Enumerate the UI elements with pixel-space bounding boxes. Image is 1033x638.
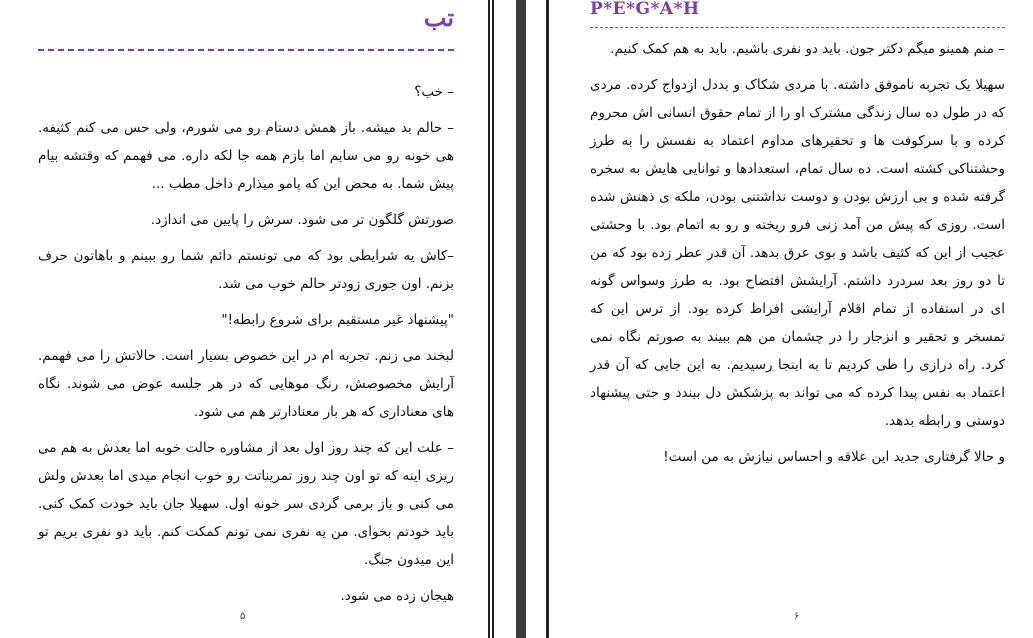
- header-dashed-rule: [38, 49, 454, 51]
- paragraph: – منم همینو میگم دکتر جون. باید دو نفری باشیم. باید به هم کمک کنیم.: [610, 41, 1005, 57]
- header-dashed-rule: [590, 27, 1005, 28]
- paragraph: لبخند می زنم. تجربه ام در این خصوص بسیار است. حالاتش را می فهمم. آرایش مخصوصش، رنگ موهایی که در هر جلسه عوض می شوند. نگاه های معناداری که هر بار معنادارتر هم می شود.: [38, 348, 454, 420]
- paragraph: – خب؟: [414, 84, 454, 100]
- paragraph: هیجان زده می شود.: [340, 588, 454, 604]
- page-number: ۵: [240, 611, 246, 622]
- paragraph: –کاش یه شرایطی بود که می تونستم دائم شما رو ببینم و باهاتون حرف بزنم. اون جوری زودتر حالم خوب می شد.: [38, 248, 454, 292]
- right-page: [552, 0, 1033, 638]
- book-gutter-line: [488, 0, 490, 638]
- paragraph: – حالم بد میشه. باز همش دستام رو می شورم، ولی حس می کنم کثیفه. هی خونه رو می سابم اما بازم همه جا لکه داره. می فهمم که وقتشه بیام پیش شما. به محض این که پامو میذارم داخل مطب ...: [38, 120, 454, 192]
- book-gutter-line: [492, 0, 494, 638]
- author-name-header: P*E*G*A*H: [590, 0, 700, 19]
- page-number: ۶: [794, 611, 800, 622]
- left-page: [0, 0, 488, 638]
- left-page-text: [38, 78, 454, 618]
- paragraph: صورتش گلگون تر می شود. سرش را پایین می اندازد.: [150, 212, 454, 228]
- book-title-header: تب: [423, 3, 454, 32]
- paragraph: سهیلا یک تجربه ناموفق داشته. با مردی شکاک و بددل ازدواج کرده. مردی که در طول ده سال زندگی مشترک او را از تمام حقوق انسانی اش محروم کرده و با سرکوفت ها و تحقیرهای مداوم اعتماد به نفسش را به طرز وحشتناکی کشته است. ده سال تمام، استعدادها و توانایی هایش به سخره گرفته شده و بی ارزش بودن و دوست نداشتنی بودن، ملکه ی ذهنش شده است. روزی که پیش من آمد زنی فرو ریخته و رو به اتمام بود. با وحشتی عجیب از این که کثیف باشد و بوی عرق بدهد. آن قدر عطر زده بود که من تا دو روز بعد سردرد داشتم. آرایشش افتضاح بود. به طرز وسواس گونه ای در استفاده از تمام اقلام آرایشی افراط کرده بود. از ترس این که تمسخر و تحقیر و انزجار را در چشمان من هم ببیند به صورتم نگاه نمی کرد. راه درازی را طی کردیم تا به اینجا رسیدیم. به این جایی که آن قدر اعتماد به نفس پیدا کرده که می تواند به پزشکش دل ببندد و حتی پیشنهاد دوستی و رابطه بدهد.: [590, 77, 1005, 429]
- right-page-text: [590, 35, 1005, 479]
- book-spine: [516, 0, 526, 638]
- paragraph: و حالا گرفتاری جدید این علاقه و احساس نیازش به من است!: [663, 449, 1005, 465]
- paragraph: "پیشنهاد غیر مستقیم برای شروع رابطه!": [221, 312, 454, 328]
- paragraph: – علت این که چند روز اول بعد از مشاوره حالت خوبه اما بعدش به هم می ریزی اینه که تو اون چند روز تمریناتت رو خوب انجام میدی اما بعدش ولش می کنی و باز برمی گردی سر خونه اول. سهیلا جان باید خودت کمک کنی. باید خودتم بخوای. من یه نفری نمی تونم کمکت کنم. باید دو نفری بریم تو این میدون جنگ.: [38, 440, 454, 568]
- book-gutter-line: [546, 0, 549, 638]
